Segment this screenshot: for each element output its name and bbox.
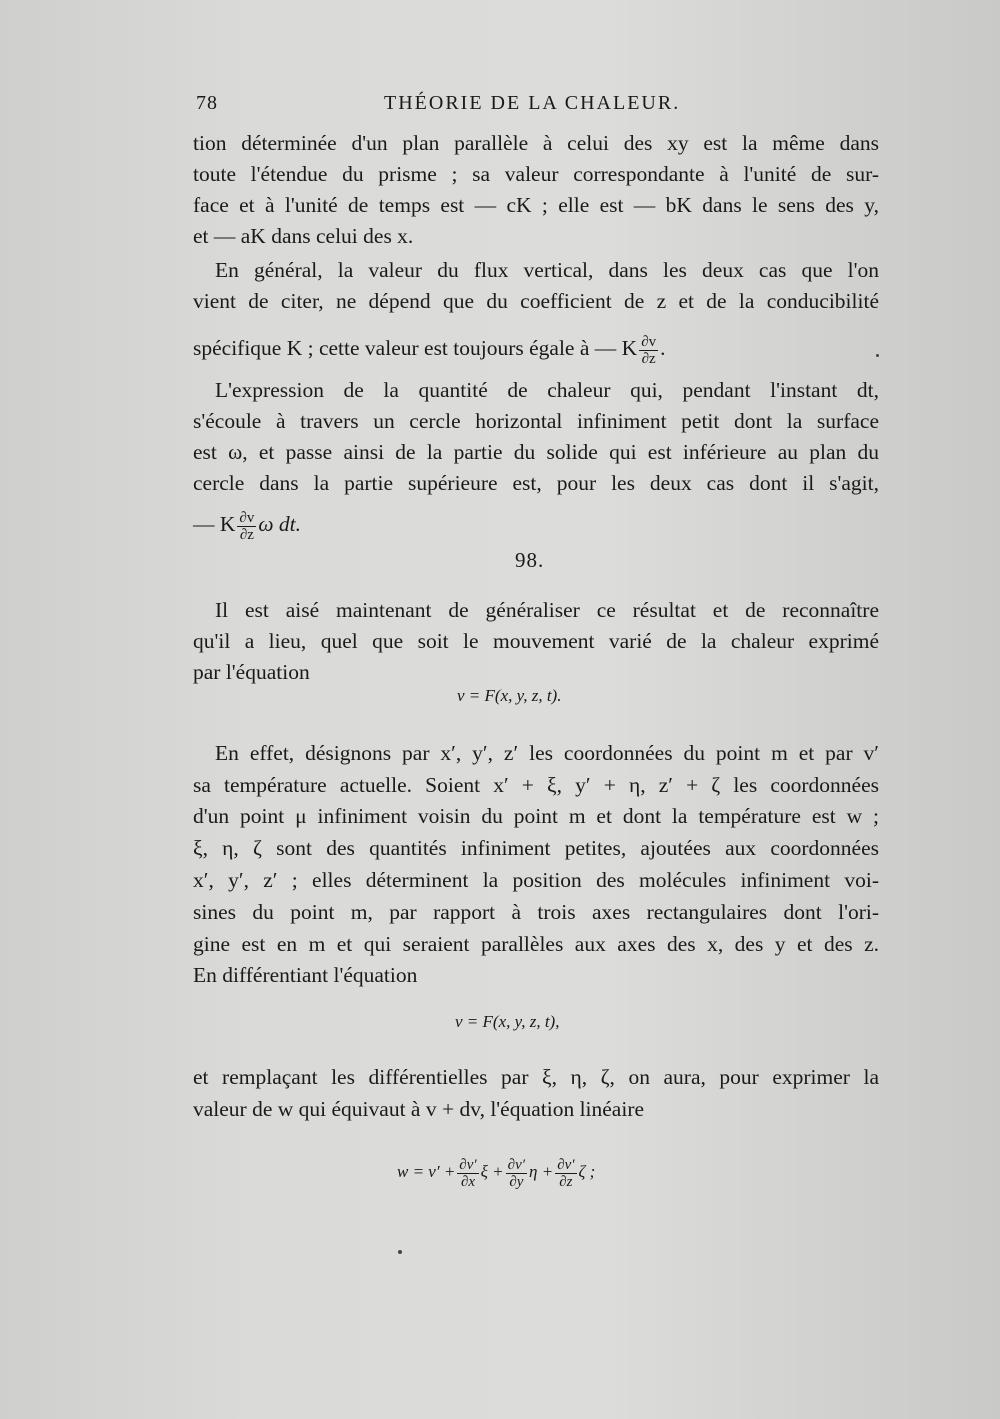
text-line: et remplaçant les différentielles par ξ, η, ζ, on aura, pour exprimer la [193, 1065, 879, 1089]
text-fragment: ω dt. [258, 512, 301, 536]
fraction-numerator: ∂v′ [459, 1156, 477, 1173]
text-fragment: spécifique K ; cette valeur est toujours égale à — K [193, 336, 638, 360]
fraction-denominator: ∂z [641, 350, 656, 367]
fraction-denominator: ∂z [239, 526, 254, 543]
equation-term: ξ + [480, 1162, 504, 1181]
linear-equation [397, 1144, 595, 1200]
text-line: cercle dans la partie supérieure est, pour les deux cas dont il s'agit, [193, 471, 879, 495]
equation-term: ζ ; [578, 1162, 596, 1181]
formula-line [193, 504, 879, 544]
equation: v = F(x, y, z, t). [457, 686, 562, 705]
equation: v = F(x, y, z, t), [455, 1012, 560, 1031]
text-line: qu'il a lieu, quel que soit le mouvement varié de la chaleur exprimé [193, 629, 879, 653]
text-line: d'un point μ infiniment voisin du point m et dont la température est w ; [193, 804, 879, 828]
ink-speck [398, 1250, 402, 1254]
punctuation: . [660, 336, 666, 360]
ink-speck [876, 354, 879, 357]
fraction-dv-dy [506, 1157, 527, 1190]
text-line: face et à l'unité de temps est — cK ; elle est — bK dans le sens des y, [193, 193, 879, 217]
fraction-denominator: ∂z [559, 1173, 573, 1190]
paragraph-start: En effet, désignons par x′, y′, z′ les coordonnées du point m et par v′ [215, 741, 879, 765]
running-title: THÉORIE DE LA CHALEUR. [384, 92, 681, 114]
equation-term: η + [529, 1162, 554, 1181]
text-line: tion déterminée d'un plan parallèle à celui des xy est la même dans [193, 131, 879, 155]
text-line: En différentiant l'équation [193, 963, 418, 987]
text-line: s'écoule à travers un cercle horizontal infiniment petit dont la surface [193, 409, 879, 433]
page-number: 78 [196, 92, 218, 114]
paragraph-start: L'expression de la quantité de chaleur qui, pendant l'instant dt, [215, 378, 879, 402]
fraction-numerator: ∂v [239, 509, 255, 526]
text-line: sa température actuelle. Soient x′ + ξ, y′ + η, z′ + ζ les coordonnées [193, 773, 879, 797]
text-fragment: — K [193, 512, 236, 536]
running-header [196, 92, 880, 118]
fraction-denominator: ∂y [509, 1173, 524, 1190]
fraction-dv-dx [457, 1157, 478, 1190]
text-line: valeur de w qui équivaut à v + dv, l'équation linéaire [193, 1097, 645, 1121]
fraction-dv-dz [639, 334, 658, 367]
text-line-with-fraction [193, 328, 879, 368]
text-line: par l'équation [193, 660, 310, 684]
fraction-numerator: ∂v′ [507, 1156, 526, 1173]
fraction-numerator: ∂v [641, 333, 657, 350]
equation-lhs: w = v′ + [397, 1162, 456, 1181]
paragraph-start: Il est aisé maintenant de généraliser ce résultat et de reconnaître [215, 598, 879, 622]
text-line: et — aK dans celui des x. [193, 224, 414, 248]
text-line: sines du point m, par rapport à trois axes rectangulaires dont l'ori- [193, 900, 879, 924]
text-line: toute l'étendue du prisme ; sa valeur correspondante à l'unité de sur- [193, 162, 879, 186]
text-line: gine est en m et qui seraient parallèles aux axes des x, des y et des z. [193, 932, 879, 956]
text-line: vient de citer, ne dépend que du coefficient de z et de la conducibilité [193, 289, 879, 313]
paragraph-start: En général, la valeur du flux vertical, dans les deux cas que l'on [215, 258, 879, 282]
fraction-denominator: ∂x [460, 1173, 476, 1190]
fraction-numerator: ∂v′ [557, 1156, 575, 1173]
text-line: est ω, et passe ainsi de la partie du solide qui est inférieure au plan du [193, 440, 879, 464]
fraction-dv-dz [555, 1157, 576, 1190]
section-number: 98. [515, 548, 545, 572]
text-line: ξ, η, ζ sont des quantités infiniment petites, ajoutées aux coordonnées [193, 836, 879, 860]
text-line: x′, y′, z′ ; elles déterminent la position des molécules infiniment voi- [193, 868, 879, 892]
fraction-dv-dz [237, 510, 256, 543]
